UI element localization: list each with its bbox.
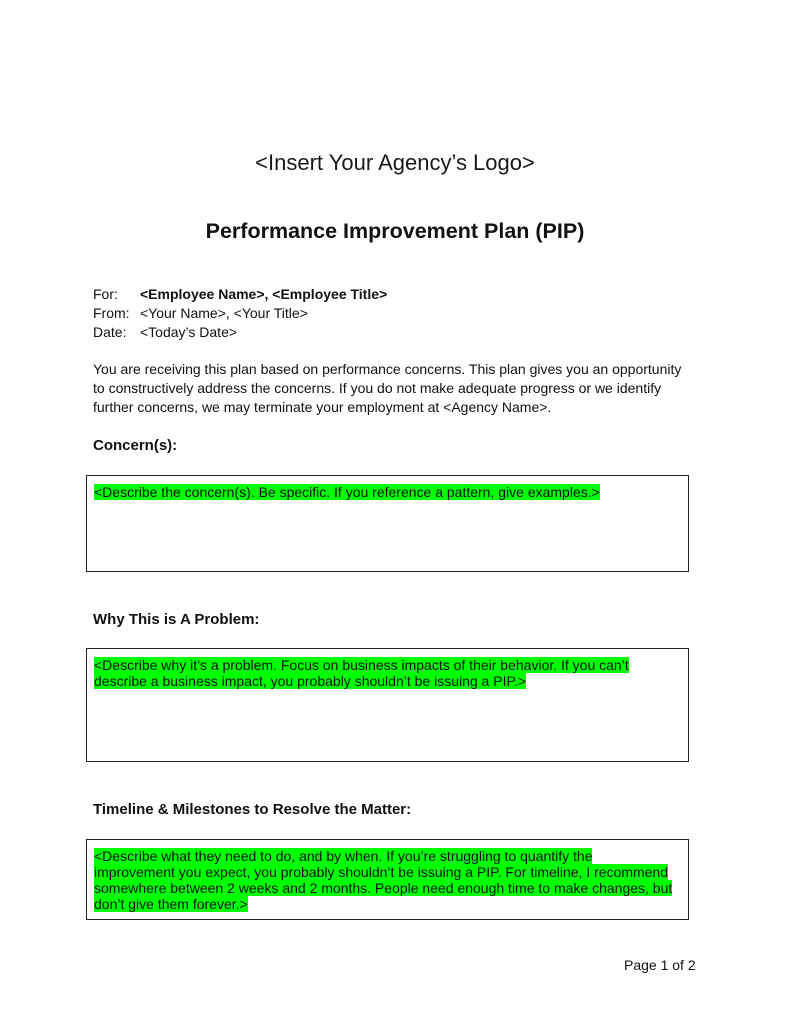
from-value: <Your Name>, <Your Title> xyxy=(140,305,308,321)
date-row xyxy=(93,323,387,342)
problem-placeholder: <Describe why it’s a problem. Focus on business impacts of their behavior. If you can’t describe a business impact, you probably shouldn’t be issuing a PIP.> xyxy=(94,657,629,689)
timeline-placeholder: <Describe what they need to do, and by when. If you’re struggling to quantify the improvement you expect, you probably shouldn’t be issuing a PIP. For timeline, I recommend somewhere between 2 weeks and 2 months. People need enough time to make changes, but don’t give them forever.> xyxy=(94,848,673,912)
from-row xyxy=(93,304,387,323)
intro-paragraph: You are receiving this plan based on performance concerns. This plan gives you an opportunity to constructively address the concerns. If you do not make adequate progress or we identify further concerns, we may terminate your employment at <Agency Name>. xyxy=(93,361,682,415)
for-row xyxy=(93,285,387,304)
concerns-textbox[interactable] xyxy=(86,475,689,572)
page-number: Page 1 of 2 xyxy=(624,957,696,973)
problem-heading: Why This is A Problem: xyxy=(93,611,260,628)
concerns-placeholder: <Describe the concern(s). Be specific. If you reference a pattern, give examples.> xyxy=(94,484,600,500)
for-value: <Employee Name>, <Employee Title> xyxy=(140,286,388,302)
page-title: Performance Improvement Plan (PIP) xyxy=(205,219,585,243)
timeline-textbox[interactable] xyxy=(86,839,689,920)
date-label: Date: xyxy=(93,324,127,340)
from-label: From: xyxy=(93,305,130,321)
for-label: For: xyxy=(93,286,118,302)
timeline-heading: Timeline & Milestones to Resolve the Matter: xyxy=(93,801,412,818)
logo-placeholder: <Insert Your Agency’s Logo> xyxy=(255,150,535,175)
problem-textbox[interactable] xyxy=(86,648,689,762)
concerns-heading: Concern(s): xyxy=(93,437,178,454)
date-value: <Today’s Date> xyxy=(140,324,238,340)
memo-header xyxy=(93,285,387,342)
